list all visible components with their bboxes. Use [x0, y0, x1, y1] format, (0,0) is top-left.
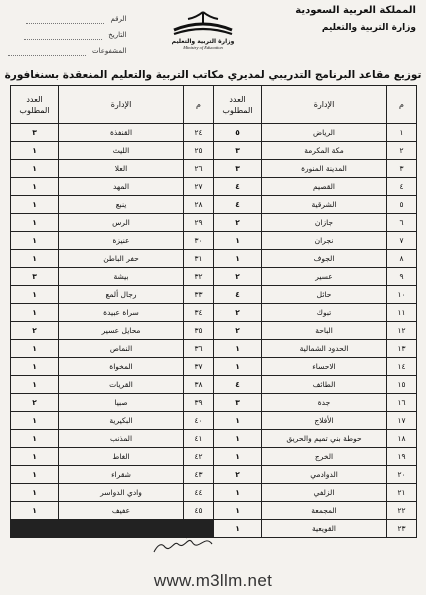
- attachments-label: المشفوعات: [92, 47, 127, 55]
- table-row: [11, 250, 417, 268]
- required-count-cell: ١: [11, 430, 59, 448]
- admin-name-cell: صبيا: [59, 394, 184, 412]
- required-count-cell: ٢: [214, 268, 262, 286]
- signature-icon: [150, 530, 220, 560]
- admin-name-cell: المجمعة: [262, 502, 387, 520]
- row-number-cell: ١٧: [387, 412, 417, 430]
- row-number-cell: ٢٨: [184, 196, 214, 214]
- row-number-cell: ٣٦: [184, 340, 214, 358]
- admin-name-cell: عفيف: [59, 502, 184, 520]
- required-count-cell: ٣: [214, 394, 262, 412]
- required-count-cell: ٣: [214, 160, 262, 178]
- admin-name-cell: عسير: [262, 268, 387, 286]
- admin-name-cell: الرياض: [262, 124, 387, 142]
- admin-name-cell: بيشة: [59, 268, 184, 286]
- table-row: [11, 268, 417, 286]
- admin-name-cell: ينبع: [59, 196, 184, 214]
- table-row: [11, 340, 417, 358]
- row-number-cell: ٥: [387, 196, 417, 214]
- row-number-cell: ٣: [387, 160, 417, 178]
- admin-name-cell: الحدود الشمالية: [262, 340, 387, 358]
- admin-name-cell: جازان: [262, 214, 387, 232]
- required-count-cell: ٤: [214, 376, 262, 394]
- admin-name-cell: القصيم: [262, 178, 387, 196]
- row-number-cell: ٢: [387, 142, 417, 160]
- required-count-cell: ٤: [214, 286, 262, 304]
- row-number-cell: ٣١: [184, 250, 214, 268]
- ref-label: الرقم: [110, 15, 127, 23]
- admin-name-cell: الجوف: [262, 250, 387, 268]
- row-number-cell: ١٨: [387, 430, 417, 448]
- admin-name-cell: المخواة: [59, 358, 184, 376]
- col-num-left: م: [184, 86, 214, 124]
- logo-english-text: Ministry of Education: [183, 45, 223, 50]
- admin-name-cell: النماص: [59, 340, 184, 358]
- col-required-line2: المطلوب: [19, 105, 50, 115]
- required-count-cell: ٢: [11, 322, 59, 340]
- row-number-cell: ٢٦: [184, 160, 214, 178]
- required-count-cell: ٣: [11, 268, 59, 286]
- row-number-cell: ١٤: [387, 358, 417, 376]
- admin-name-cell: نجران: [262, 232, 387, 250]
- row-number-cell: ٧: [387, 232, 417, 250]
- admin-name-cell: وادي الدواسر: [59, 484, 184, 502]
- table-header-row: [11, 86, 417, 124]
- document-title: توزيع مقاعد البرنامج التدريبي لمديري مكاتب التربية والتعليم المنعقدة بسنغافورة: [4, 69, 422, 81]
- admin-name-cell: حوطة بني تميم والحريق: [262, 430, 387, 448]
- row-number-cell: ٣٤: [184, 304, 214, 322]
- admin-name-cell: جدة: [262, 394, 387, 412]
- required-count-cell: ١: [214, 502, 262, 520]
- row-number-cell: ٢٤: [184, 124, 214, 142]
- row-number-cell: ٢٩: [184, 214, 214, 232]
- required-count-cell: ١: [214, 520, 262, 538]
- kingdom-name: المملكة العربية السعودية: [295, 5, 416, 16]
- required-count-cell: ٢: [11, 394, 59, 412]
- logo-arabic-text: وزارة التربية والتعليم: [171, 38, 235, 45]
- admin-name-cell: البكيرية: [59, 412, 184, 430]
- required-count-cell: ١: [11, 214, 59, 232]
- row-number-cell: ٢٢: [387, 502, 417, 520]
- admin-name-cell: سراة عبيدة: [59, 304, 184, 322]
- table-row: [11, 178, 417, 196]
- table-row: [11, 448, 417, 466]
- required-count-cell: ١: [214, 358, 262, 376]
- col-admin-right: الإدارة: [262, 86, 387, 124]
- empty-required-count-cell: [11, 520, 59, 538]
- admin-name-cell: الباحة: [262, 322, 387, 340]
- admin-name-cell: الغاط: [59, 448, 184, 466]
- col-required-line1: العدد: [26, 94, 43, 104]
- attachments-row: [8, 40, 126, 56]
- admin-name-cell: القريات: [59, 376, 184, 394]
- date-label: التاريخ: [108, 31, 127, 39]
- date-line: [24, 31, 102, 40]
- admin-name-cell: رجال ألمع: [59, 286, 184, 304]
- row-number-cell: ١: [387, 124, 417, 142]
- letterhead: [0, 0, 426, 62]
- admin-name-cell: حائل: [262, 286, 387, 304]
- admin-name-cell: الطائف: [262, 376, 387, 394]
- table-row: [11, 286, 417, 304]
- required-count-cell: ٢: [214, 466, 262, 484]
- row-number-cell: ٣٩: [184, 394, 214, 412]
- required-count-cell: ١: [11, 160, 59, 178]
- table-row: [11, 502, 417, 520]
- admin-name-cell: المدينة المنورة: [262, 160, 387, 178]
- row-number-cell: ٢٠: [387, 466, 417, 484]
- required-count-cell: ١: [214, 250, 262, 268]
- required-count-cell: ١: [214, 448, 262, 466]
- row-number-cell: ١٩: [387, 448, 417, 466]
- required-count-cell: ٥: [214, 124, 262, 142]
- table-row: [11, 160, 417, 178]
- admin-name-cell: محايل عسير: [59, 322, 184, 340]
- row-number-cell: ٢١: [387, 484, 417, 502]
- letter-meta: [8, 8, 126, 56]
- row-number-cell: ٤٥: [184, 502, 214, 520]
- row-number-cell: ٤٣: [184, 466, 214, 484]
- admin-name-cell: الليث: [59, 142, 184, 160]
- row-number-cell: ١٣: [387, 340, 417, 358]
- table-row: [11, 358, 417, 376]
- required-count-cell: ١: [11, 466, 59, 484]
- date-row: [8, 24, 126, 40]
- table-row: [11, 484, 417, 502]
- ref-line: [26, 15, 104, 24]
- col-num-right: م: [387, 86, 417, 124]
- required-count-cell: ١: [11, 250, 59, 268]
- required-count-cell: ٢: [214, 322, 262, 340]
- required-count-cell: ١: [11, 448, 59, 466]
- row-number-cell: ٣٥: [184, 322, 214, 340]
- required-count-cell: ٢: [214, 304, 262, 322]
- table-row: [11, 376, 417, 394]
- row-number-cell: ٢٥: [184, 142, 214, 160]
- admin-name-cell: المهد: [59, 178, 184, 196]
- admin-name-cell: الأفلاج: [262, 412, 387, 430]
- col-required-left: [11, 86, 59, 124]
- admin-name-cell: القويعية: [262, 520, 387, 538]
- admin-name-cell: الشرقية: [262, 196, 387, 214]
- required-count-cell: ١: [214, 430, 262, 448]
- admin-name-cell: الدوادمي: [262, 466, 387, 484]
- row-number-cell: ٤٢: [184, 448, 214, 466]
- table-row: [11, 142, 417, 160]
- row-number-cell: ٤٠: [184, 412, 214, 430]
- required-count-cell: ١: [11, 142, 59, 160]
- required-count-cell: ٤: [214, 178, 262, 196]
- required-count-cell: ٤: [214, 196, 262, 214]
- required-count-cell: ١: [11, 340, 59, 358]
- required-count-cell: ١: [11, 286, 59, 304]
- row-number-cell: ٤: [387, 178, 417, 196]
- row-number-cell: ٤٤: [184, 484, 214, 502]
- palm-swords-icon: [168, 10, 238, 38]
- table-row: [11, 394, 417, 412]
- table-row: [11, 304, 417, 322]
- required-count-cell: ١: [214, 232, 262, 250]
- col-admin-left: الإدارة: [59, 86, 184, 124]
- required-count-cell: ١: [11, 232, 59, 250]
- row-number-cell: ٦: [387, 214, 417, 232]
- required-count-cell: ٣: [11, 124, 59, 142]
- ministry-name: وزارة التربية والتعليم: [321, 23, 416, 33]
- table-row: [11, 232, 417, 250]
- row-number-cell: ٣٨: [184, 376, 214, 394]
- required-count-cell: ١: [11, 358, 59, 376]
- row-number-cell: ٩: [387, 268, 417, 286]
- row-number-cell: ٤١: [184, 430, 214, 448]
- row-number-cell: ١٦: [387, 394, 417, 412]
- row-number-cell: ٣٠: [184, 232, 214, 250]
- admin-name-cell: الرس: [59, 214, 184, 232]
- row-number-cell: ٨: [387, 250, 417, 268]
- row-number-cell: ٣٧: [184, 358, 214, 376]
- admin-name-cell: عنيزة: [59, 232, 184, 250]
- required-count-cell: ٣: [214, 142, 262, 160]
- website-watermark: www.m3llm.net: [153, 571, 273, 590]
- table-row: [11, 412, 417, 430]
- seat-distribution-table: [10, 85, 417, 538]
- row-number-cell: ٣٢: [184, 268, 214, 286]
- required-count-cell: ٢: [214, 214, 262, 232]
- admin-name-cell: العلا: [59, 160, 184, 178]
- row-number-cell: ١٠: [387, 286, 417, 304]
- table-row: [11, 196, 417, 214]
- table-row: [11, 322, 417, 340]
- row-number-cell: ٢٧: [184, 178, 214, 196]
- admin-name-cell: المذنب: [59, 430, 184, 448]
- admin-name-cell: مكة المكرمة: [262, 142, 387, 160]
- required-count-cell: ١: [11, 412, 59, 430]
- required-count-cell: ١: [11, 376, 59, 394]
- row-number-cell: ٢٣: [387, 520, 417, 538]
- row-number-cell: ١٢: [387, 322, 417, 340]
- admin-name-cell: تبوك: [262, 304, 387, 322]
- col-required-right: [214, 86, 262, 124]
- required-count-cell: ١: [214, 484, 262, 502]
- row-number-cell: ١٥: [387, 376, 417, 394]
- required-count-cell: ١: [11, 178, 59, 196]
- row-number-cell: ١١: [387, 304, 417, 322]
- admin-name-cell: حفر الباطن: [59, 250, 184, 268]
- table-row: [11, 430, 417, 448]
- table-row: [11, 124, 417, 142]
- row-number-cell: ٣٣: [184, 286, 214, 304]
- required-count-cell: ١: [214, 412, 262, 430]
- attachments-line: [8, 47, 86, 56]
- admin-name-cell: القنفذة: [59, 124, 184, 142]
- admin-name-cell: شقراء: [59, 466, 184, 484]
- required-count-cell: ١: [11, 502, 59, 520]
- required-count-cell: ١: [11, 304, 59, 322]
- table-row: [11, 214, 417, 232]
- ref-row: [8, 8, 126, 24]
- admin-name-cell: الزلفي: [262, 484, 387, 502]
- col-required-line1: العدد: [229, 94, 246, 104]
- admin-name-cell: الاحساء: [262, 358, 387, 376]
- admin-name-cell: الخرج: [262, 448, 387, 466]
- required-count-cell: ١: [214, 340, 262, 358]
- letterhead-issuer: [295, 4, 416, 35]
- required-count-cell: ١: [11, 196, 59, 214]
- table-row: [11, 466, 417, 484]
- required-count-cell: ١: [11, 484, 59, 502]
- ministry-logo: [160, 10, 246, 58]
- col-required-line2: المطلوب: [222, 105, 253, 115]
